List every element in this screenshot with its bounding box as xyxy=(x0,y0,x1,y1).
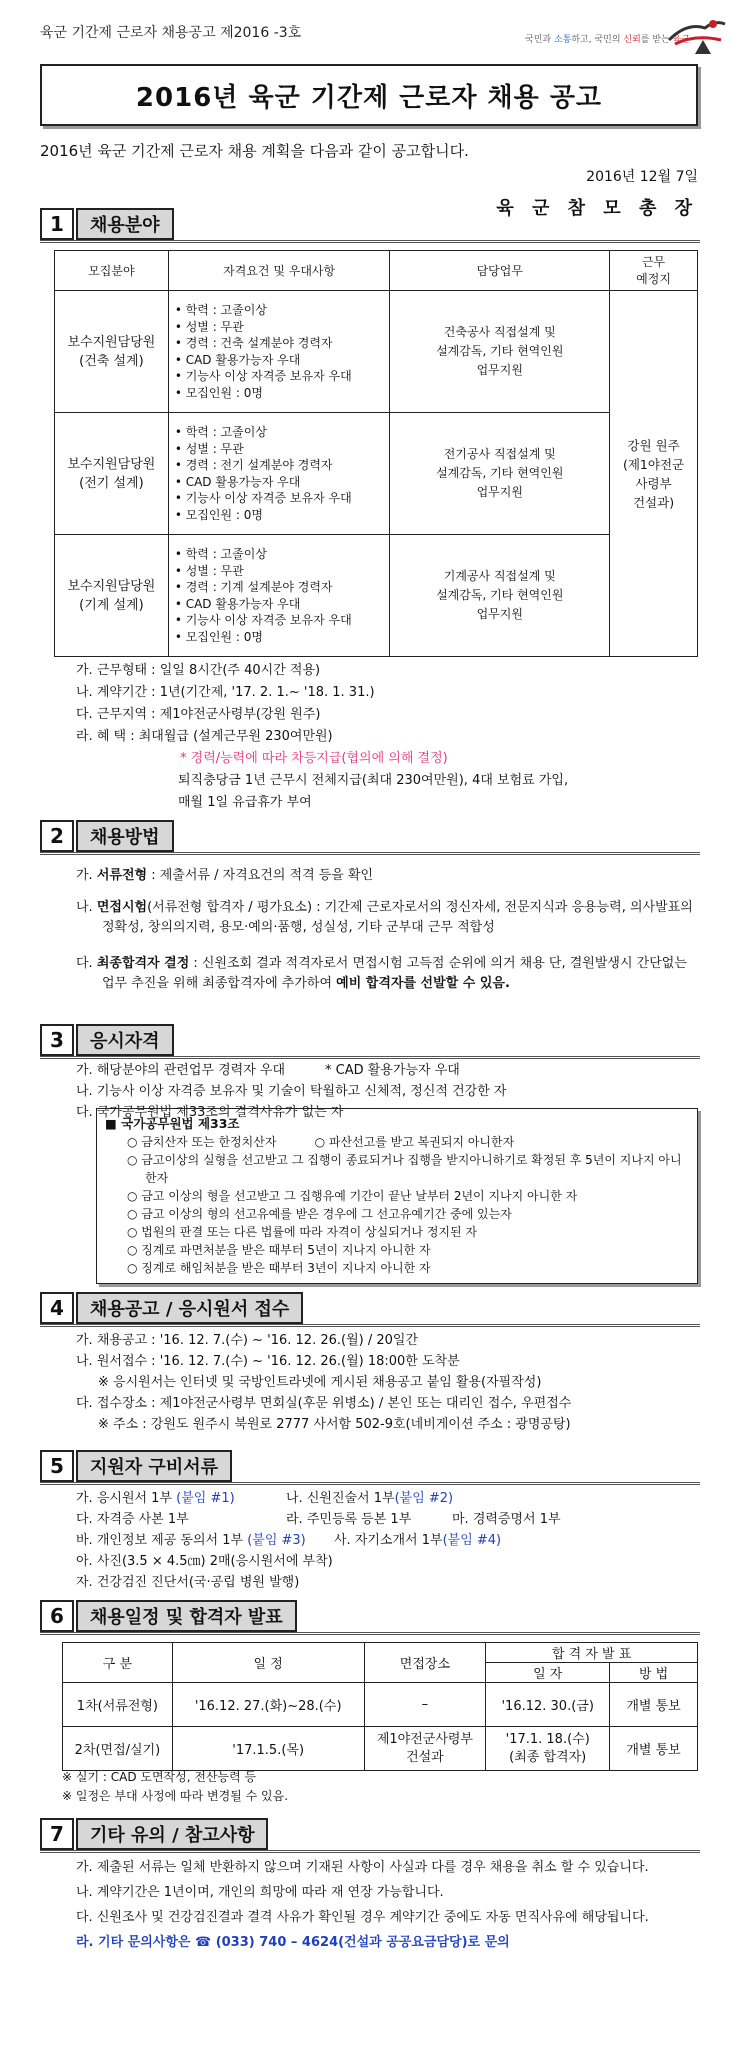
doc-item: 자. 건강검진 진단서(국‧공립 병원 발행) xyxy=(76,1575,300,1590)
qualification-a: 가. 해당분야의 관련업무 경력자 우대 xyxy=(76,1063,286,1078)
law-item: ○ 징계로 해임처분을 받은 때부터 3년이 지나지 아니한 자 xyxy=(127,1261,431,1275)
section-1-header xyxy=(40,208,174,240)
table-header: 합 격 자 발 표 xyxy=(486,1643,698,1663)
table-row xyxy=(63,1683,698,1727)
page-title: 2016년 육군 기간제 근로자 채용 공고 xyxy=(135,82,603,113)
benefit-note: * 경력/능력에 따라 차등지급(협의에 의해 결정) xyxy=(180,751,448,766)
section-4-header xyxy=(40,1292,303,1324)
table-header: 구 분 xyxy=(63,1643,173,1683)
field-cell: 보수지원담당원 (건축 설계) xyxy=(55,291,169,413)
screening-document: 가. 서류전형 : 제출서류 / 자격요건의 적격 등을 확인 xyxy=(76,868,374,883)
duty-cell: 전기공사 직접설계 및 설계감독, 기타 현역인원 업무지원 xyxy=(390,413,610,535)
section-title: 채용분야 xyxy=(76,208,174,240)
doc-item: 다. 자격증 사본 1부 xyxy=(76,1512,189,1527)
final-decision: 다. 최종합격자 결정 : 신원조회 결과 적격자로서 면접시험 고득점 순위에 의거 채용 단, 결원발생시 간단없는 업무 추진을 위해 최종합격자에 추가하여 예비 합격자를 선발할 수 있음. xyxy=(76,956,687,991)
army-logo xyxy=(525,14,730,60)
schedule-note: ※ 일정은 부대 사정에 따라 변경될 수 있음. xyxy=(62,1789,289,1803)
table-subheader: 일 자 xyxy=(486,1663,610,1683)
application-info xyxy=(76,1330,571,1435)
announce-date-cell: '17.1. 18.(수) (최종 합격자) xyxy=(486,1727,610,1771)
doc-item: 라. 주민등록 등본 1부 xyxy=(286,1512,412,1527)
job-field-table xyxy=(54,250,698,657)
section-title: 응시자격 xyxy=(76,1024,174,1056)
benefit-detail: 퇴직충당금 1년 근무시 전체지급(최대 230여만원), 4대 보험료 가입, xyxy=(178,773,569,788)
section-title: 채용방법 xyxy=(76,820,174,852)
section-3-header xyxy=(40,1024,174,1056)
table-header: 근무 예정지 xyxy=(610,251,698,291)
duty-cell: 건축공사 직접설계 및 설계감독, 기타 현역인원 업무지원 xyxy=(390,291,610,413)
logo-slogan: 국민과 소통하고, 국민의 신뢰를 받는 육군 xyxy=(525,35,690,45)
table-header: 자격요건 및 우대사항 xyxy=(168,251,390,291)
section-divider xyxy=(40,852,700,855)
duty-cell: 기계공사 직접설계 및 설계감독, 기타 현역인원 업무지원 xyxy=(390,535,610,657)
stage-cell: 1차(서류전형) xyxy=(63,1683,173,1727)
table-header: 일 정 xyxy=(172,1643,364,1683)
benefit-detail: 매월 1일 유급휴가 부여 xyxy=(178,795,312,810)
section-divider xyxy=(40,1324,700,1327)
title-box xyxy=(40,64,698,126)
law-title: ■ 국가공무원법 제33조 xyxy=(105,1116,240,1131)
note-c: 다. 신원조사 및 건강검진결과 결격 사유가 확인될 경우 계약기간 중에도 자동 면직사유에 해당됩니다. xyxy=(76,1910,649,1925)
doc-item: 아. 사진(3.5 × 4.5㎝) 2매(응시원서에 부착) xyxy=(76,1554,333,1569)
stage-cell: 2차(면접/실기) xyxy=(63,1727,173,1771)
qualification-a-note: * CAD 활용가능자 우대 xyxy=(325,1063,460,1078)
section-divider xyxy=(40,1850,700,1853)
employment-terms xyxy=(76,660,568,814)
section-title: 채용일정 및 합격자 발표 xyxy=(76,1600,297,1632)
benefit: 라. 혜 택 : 최대월급 (설계근무원 230여만원) xyxy=(76,729,333,744)
table-header: 모집분야 xyxy=(55,251,169,291)
law-item: ○ 금고이상의 실형을 선고받고 그 집행이 종료되거나 집행을 받지아니하기로 확정된 후 5년이 지나지 아니한자 xyxy=(127,1153,682,1185)
section-2-header xyxy=(40,820,174,852)
field-cell: 보수지원담당원 (전기 설계) xyxy=(55,413,169,535)
section-7-header xyxy=(40,1818,268,1850)
law-item: ○ 금치산자 또는 한정치산자 ○ 파산선고를 받고 복권되지 아니한자 xyxy=(127,1135,515,1149)
field-cell: 보수지원담당원 (기계 설계) xyxy=(55,535,169,657)
qualification-b: 나. 기능사 이상 자격증 보유자 및 기술이 탁월하고 신체적, 정신적 건강한 자 xyxy=(76,1084,507,1099)
section-divider xyxy=(40,240,700,243)
requirements-cell: • 학력 : 고졸이상 • 성별 : 무관 • 경력 : 전기 설계분야 경력자 • CAD 활용가능자 우대 • 기능사 이상 자격증 보유자 우대 • 모집인원 : 0명 xyxy=(168,413,390,535)
law-item: ○ 법원의 판결 또는 다른 법률에 따라 자격이 상실되거나 정지된 자 xyxy=(127,1225,478,1239)
section-number: 5 xyxy=(40,1450,74,1482)
section-6-header xyxy=(40,1600,297,1632)
section-number: 4 xyxy=(40,1292,74,1324)
place-cell: – xyxy=(364,1683,486,1727)
section-divider xyxy=(40,1056,700,1059)
law-item: ○ 금고 이상의 형의 선고유예를 받은 경우에 그 선고유예기간 중에 있는자 xyxy=(127,1207,512,1221)
notes-list xyxy=(76,1858,696,1952)
contract-period: 나. 계약기간 : 1년(기간제, '17. 2. 1.~ '18. 1. 31.) xyxy=(76,685,375,700)
period-cell: '16.12. 27.(화)~28.(수) xyxy=(172,1683,364,1727)
place-cell: 제1야전군사령부 건설과 xyxy=(364,1727,486,1771)
doc-item: 사. 자기소개서 1부(붙임 #4) xyxy=(334,1533,502,1548)
notice-date: 2016년 12월 7일 xyxy=(586,169,698,185)
section-number: 1 xyxy=(40,208,74,240)
section-number: 2 xyxy=(40,820,74,852)
issuer-name: 육 군 참 모 총 장 xyxy=(496,198,698,219)
section-number: 3 xyxy=(40,1024,74,1056)
table-row xyxy=(55,413,698,535)
requirements-cell: • 학력 : 고졸이상 • 성별 : 무관 • 경력 : 건축 설계분야 경력자 • CAD 활용가능자 우대 • 기능사 이상 자격증 보유자 우대 • 모집인원 : 0명 xyxy=(168,291,390,413)
method-cell: 개별 통보 xyxy=(610,1683,698,1727)
section-divider xyxy=(40,1482,700,1485)
note-b: 나. 계약기간은 1년이며, 개인의 희망에 따라 재 연장 가능합니다. xyxy=(76,1885,444,1900)
section-number: 6 xyxy=(40,1600,74,1632)
table-header: 담당업무 xyxy=(390,251,610,291)
required-documents xyxy=(76,1488,561,1593)
law-article-box xyxy=(96,1108,698,1284)
work-type: 가. 근무형태 : 일일 8시간(주 40시간 적용) xyxy=(76,663,321,678)
contact-info: 라. 기타 문의사항은 ☎ (033) 740 – 4624(건설과 공공요금담당)로 문의 xyxy=(76,1935,510,1950)
table-row xyxy=(55,291,698,413)
section-divider xyxy=(40,1632,700,1635)
screening-interview: 나. 면접시험(서류전형 합격자 / 평가요소) : 기간제 근로자로서의 정신자세, 전문지식과 응용능력, 의사발표의 정확성, 창의의지력, 용모‧예의‧품행, 성실성, 기타 군부대 근무 적합성 xyxy=(76,900,693,935)
document-number: 육군 기간제 근로자 채용공고 제2016 -3호 xyxy=(40,25,302,41)
law-item: ○ 징계로 파면처분을 받은 때부터 5년이 지나지 아니한 자 xyxy=(127,1243,431,1257)
notice-period: 가. 채용공고 : '16. 12. 7.(수) ~ '16. 12. 26.(월) / 20일간 xyxy=(76,1333,419,1348)
requirements-cell: • 학력 : 고졸이상 • 성별 : 무관 • 경력 : 기계 설계분야 경력자 • CAD 활용가능자 우대 • 기능사 이상 자격증 보유자 우대 • 모집인원 : 0명 xyxy=(168,535,390,657)
table-subheader: 방 법 xyxy=(610,1663,698,1683)
method-cell: 개별 통보 xyxy=(610,1727,698,1771)
application-note: ※ 응시원서는 인터넷 및 국방인트라넷에 게시된 채용공고 붙임 활용(자필작성) xyxy=(98,1375,542,1390)
table-row xyxy=(63,1727,698,1771)
qualification-c: 다. 국가공무원법 제33조의 결격사유가 없는 자 xyxy=(76,1105,344,1120)
table-row xyxy=(55,535,698,657)
table-header: 면접장소 xyxy=(364,1643,486,1683)
schedule-notes xyxy=(62,1768,288,1806)
location-cell: 강원 원주 (제1야전군 사령부 건설과) xyxy=(610,291,698,657)
section-number: 7 xyxy=(40,1818,74,1850)
section-5-header xyxy=(40,1450,232,1482)
law-item: ○ 금고 이상의 형을 선고받고 그 집행유예 기간이 끝난 날부터 2년이 지나지 아니한 자 xyxy=(127,1189,578,1203)
application-period: 나. 원서접수 : '16. 12. 7.(수) ~ '16. 12. 26.(월) 18:00한 도착분 xyxy=(76,1354,460,1369)
address-note: ※ 주소 : 강원도 원주시 북원로 2777 사서함 502-9호(네비게이션 주소 : 광명공탕) xyxy=(98,1417,571,1432)
intro-text: 2016년 육군 기간제 근로자 채용 계획을 다음과 같이 공고합니다. xyxy=(40,142,469,160)
section-title: 지원자 구비서류 xyxy=(76,1450,232,1482)
schedule-note: ※ 실기 : CAD 도면작성, 전산능력 등 xyxy=(62,1770,257,1784)
application-place: 다. 접수장소 : 제1야전군사령부 면회실(후문 위병소) / 본인 또는 대리인 접수, 우편접수 xyxy=(76,1396,572,1411)
section-title: 기타 유의 / 참고사항 xyxy=(76,1818,268,1850)
doc-item: 마. 경력증명서 1부 xyxy=(452,1512,561,1527)
doc-item: 바. 개인정보 제공 동의서 1부 (붙임 #3) xyxy=(76,1533,306,1548)
note-a: 가. 제출된 서류는 일체 반환하지 않으며 기재된 사항이 사실과 다를 경우 채용을 취소 할 수 있습니다. xyxy=(76,1860,649,1875)
schedule-table xyxy=(62,1642,698,1771)
doc-item: 가. 응시원서 1부 (붙임 #1) xyxy=(76,1491,235,1506)
section-title: 채용공고 / 응시원서 접수 xyxy=(76,1292,303,1324)
announce-date-cell: '16.12. 30.(금) xyxy=(486,1683,610,1727)
period-cell: '17.1.5.(목) xyxy=(172,1727,364,1771)
doc-item: 나. 신원진술서 1부(붙임 #2) xyxy=(286,1491,454,1506)
work-region: 다. 근무지역 : 제1야전군사령부(강원 원주) xyxy=(76,707,321,722)
